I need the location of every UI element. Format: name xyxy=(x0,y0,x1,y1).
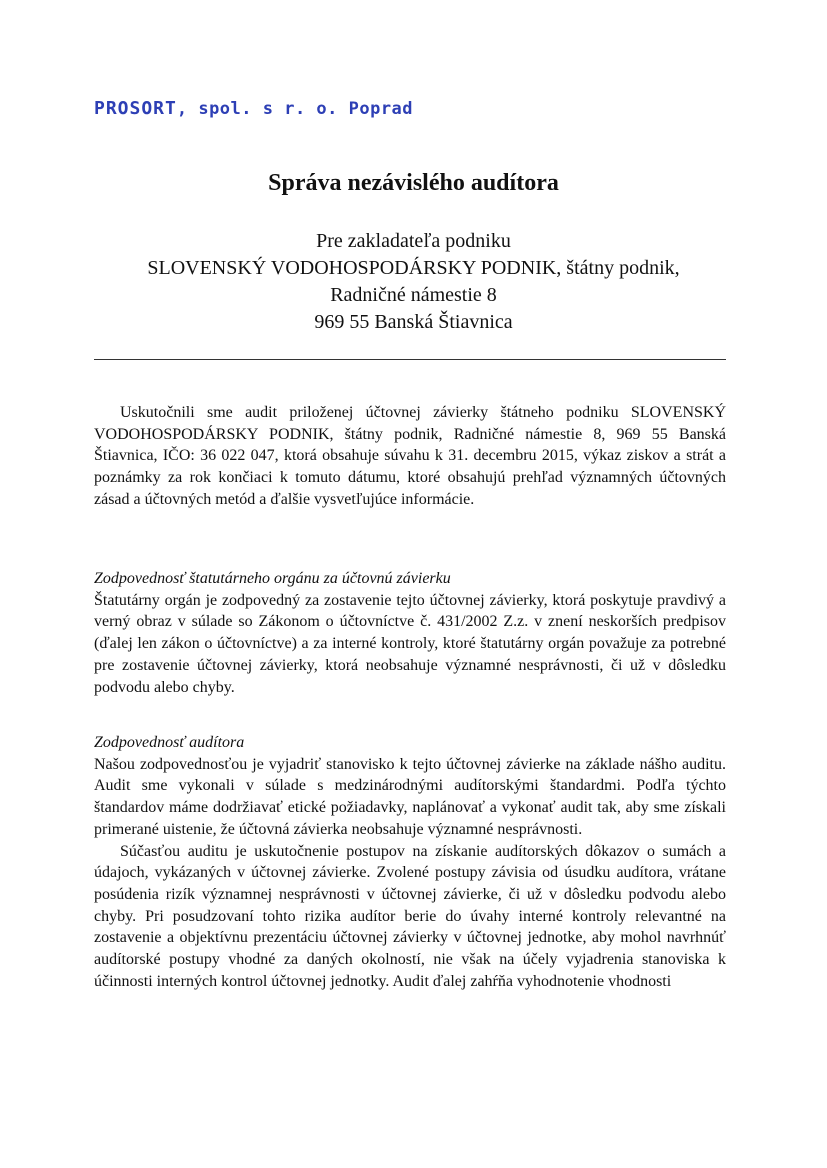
addressee-block xyxy=(0,228,827,336)
statutory-responsibility-section xyxy=(94,568,726,698)
auditor-responsibility-section xyxy=(94,732,726,992)
intro-paragraph: Uskutočnili sme audit priloženej účtovnej závierky štátneho podniku SLOVENSKÝ VODOHOSPODÁRSKY PODNIK, štátny podnik, Radničné námestie 8, 969 55 Banská Štiavnica, IČO: 36 022 047, ktorá obsahuje súvahu k 31. decembru 2015, výkaz ziskov a strát a poznámky za rok končiaci k tomuto dátumu, ktoré obsahujú prehľad významných účtovných zásad a účtovných metód a ďalšie vysvetľujúce informácie. xyxy=(94,404,726,508)
intro-section xyxy=(94,402,726,511)
addressee-line-3: Radničné námestie 8 xyxy=(330,284,497,306)
company-name-rest: , spol. s r. o. Poprad xyxy=(176,99,414,119)
company-letterhead xyxy=(94,98,413,119)
auditor-paragraph-1: Našou zodpovednosťou je vyjadriť stanovisko k tejto účtovnej závierke na základe nášho auditu. Audit sme vykonali v súlade s medzinárodnými audítorskými štandardmi. Podľa týchto štandardov máme dodržiavať etické požiadavky, naplánovať a vykonať audit tak, aby sme získali primerané uistenie, že účtovná závierka neobsahuje významné nesprávnosti. xyxy=(94,755,726,838)
horizontal-divider xyxy=(94,359,726,360)
addressee-line-4: 969 55 Banská Štiavnica xyxy=(314,311,513,333)
company-brand-name: PROSORT xyxy=(94,98,177,119)
addressee-line-1: Pre zakladateľa podniku xyxy=(316,230,511,252)
report-title: Správa nezávislého audítora xyxy=(268,170,559,196)
addressee-line-2: SLOVENSKÝ VODOHOSPODÁRSKY PODNIK, štátny podnik, xyxy=(147,257,680,279)
statutory-paragraph: Štatutárny orgán je zodpovedný za zostavenie tejto účtovnej závierky, ktorá poskytuje pravdivý a verný obraz v súlade so Zákonom o účtovníctve č. 431/2002 Z.z. v znení neskorších predpisov (ďalej len zákon o účtovníctve) a za interné kontroly, ktoré štatutárny orgán považuje za potrebné pre zostavenie účtovnej závierky, ktorá neobsahuje významné nesprávnosti, či už v dôsledku podvodu alebo chyby. xyxy=(94,591,726,696)
section-heading-auditor: Zodpovednosť audítora xyxy=(94,734,245,751)
section-heading-statutory: Zodpovednosť štatutárneho orgánu za účtovnú závierku xyxy=(94,570,451,587)
auditor-paragraph-2: Súčasťou auditu je uskutočnenie postupov na získanie audítorských dôkazov o sumách a údajoch, vykázaných v účtovnej závierke. Zvolené postupy závisia od úsudku audítora, vrátane posúdenia rizík významnej nesprávnosti v účtovnej závierke, či už v dôsledku podvodu alebo chyby. Pri posudzovaní tohto rizika audítor berie do úvahy interné kontroly relevantné na zostavenie a objektívnu prezentáciu účtovnej závierky v účtovnej jednotke, aby mohol navrhnúť audítorské postupy vhodné za daných okolností, nie však na účely vyjadrenia stanoviska k účinnosti interných kontrol účtovnej jednotky. Audit ďalej zahŕňa vyhodnotenie vhodnosti xyxy=(94,842,726,990)
